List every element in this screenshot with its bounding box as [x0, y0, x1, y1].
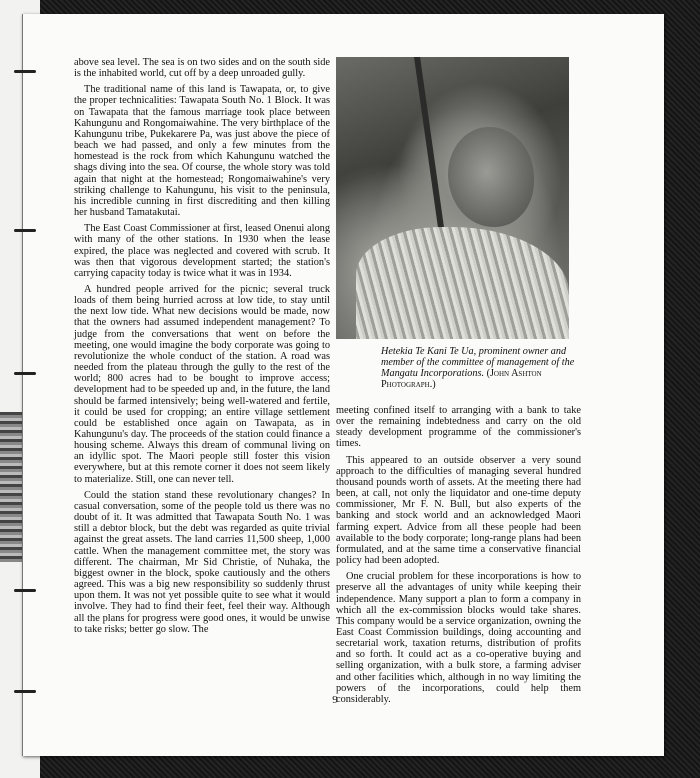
paragraph: A hundred people arrived for the picnic; several truck loads of them being hurried across at low tide, to stay until the next low tide. What new decisions would be made, now that the owners had assumed independent management? To judge from the conversations that went on before the meeting, one would imagine the body corporate was going to revolutionize the whole conduct of the station. A road was needed from the plateau through the gully to the rest of the world; 800 acres had to be bought to improve access; development had to be speeded up and, in the future, the land should be farmed intensively; being well-watered and fertile, it could be used for cropping; an entire village settlement could be established once again on Tawapata, as in Kahungunu's day. The proceeds of the station could finance a housing scheme. Always this dream of communal living on an idyllic spot. The Maori people still foster this vision everywhere, but at this remote corner it does not seem likely to materialize. Still, one can never tell. [74, 283, 330, 485]
paragraph: The traditional name of this land is Tawapata, or, to give the proper technicalities: Tawapata South No. 1 Block. It was on Tawapata that the famous marriage took place between Kahungunu and Rongomaiwahine. The very birthplace of the Kahungunu tribe, Pukekarere Pa, was just above the piece of beach we had passed, and only a few minutes from the homestead is the rock from which Kahungunu watched the shags diving into the sea. Of course, the whole story was told again that night at the homestead; Rongomaiwahine's very striking challenge to Kahungunu, his visit to the peninsula, his incredible cunning in first discrediting and then killing her husband Tamatakutai. [74, 84, 330, 219]
photo-caption [381, 346, 577, 390]
caption-text: Hetekia Te Kani Te Ua, prominent owner and member of the committee of management of the Mangatu Incorporations. [381, 346, 575, 379]
paragraph: Could the station stand these revolutionary changes? In casual conversation, some of the people told us there was no doubt of it. It was admitted that Tawapata South No. 1 was still a debtor block, but the debt was regarded as quite trivial against the great assets. The land carries 11,500 sheep, 1,000 cattle. When the management committee met, the story was different. The chairman, Mr Sid Christie, of Nuhaka, the biggest owner in the block, spoke cautiously and the others agreed. This was a big new responsibility so suddenly thrust upon them. It was not yet possible quite to see what it would involve. They had to find their feet, feel their way. Although all the plans for progress were good ones, it would be unwise to take risks; better go slow. The [74, 489, 330, 635]
left-text-column [74, 57, 330, 640]
binding-staple [14, 70, 36, 73]
carved-staff [414, 57, 446, 245]
binding-staple [14, 372, 36, 375]
page-fold-line [22, 14, 23, 756]
binding-staple [14, 229, 36, 232]
page-number: 9 [332, 694, 338, 706]
right-text-column [336, 405, 581, 710]
paragraph: This appeared to an outside observer a very sound approach to the difficulties of managing several hundred thousand pounds worth of assets. At the meeting there had been, at call, not only the liquidator and one-time deputy commissioner, Mr F. N. Bull, but also experts of the banking and stock world and an acknowledged Maori farming expert. Advice from all these people had been available to the body corporate; long-range plans had been formulated, and at the same time a conservative financial policy had been adopted. [336, 454, 581, 567]
feather-cloak [356, 227, 569, 339]
binding-staple [14, 690, 36, 693]
paragraph: The East Coast Commissioner at first, leased Onenui along with many of the other stations. In 1930 when the lease expired, the place was neglected and covered with scrub. It was then that vigorous development started; the station's carrying capacity today is twice what it was in 1934. [74, 223, 330, 279]
photo-credit: (John Ashton Photograph.) [381, 368, 542, 390]
paragraph: above sea level. The sea is on two sides and on the south side is the inhabited world, cut off by a deep unroaded gully. [74, 57, 330, 80]
paragraph: One crucial problem for these incorporations is how to preserve all the advantages of unity while keeping their independence. Many support a plan to form a company in which all the ex-commission blocks would take shares. This company would be a service organization, owning the East Coast Commission buildings, doing accounting and secretarial work, taxation returns, distribution of profits and so forth. It could act as a co-operative buying and selling organization, with a bulk store, a farming adviser and other facilities which, although in no way limiting the powers of the incorporations, could help them considerably. [336, 571, 581, 705]
elder-head [448, 127, 534, 227]
portrait-photograph [336, 57, 569, 339]
binding-staple [14, 589, 36, 592]
paragraph: meeting confined itself to arranging with a bank to take over the remaining indebtedness and carry on the old steady development programme of the commissioner's times. [336, 405, 581, 450]
